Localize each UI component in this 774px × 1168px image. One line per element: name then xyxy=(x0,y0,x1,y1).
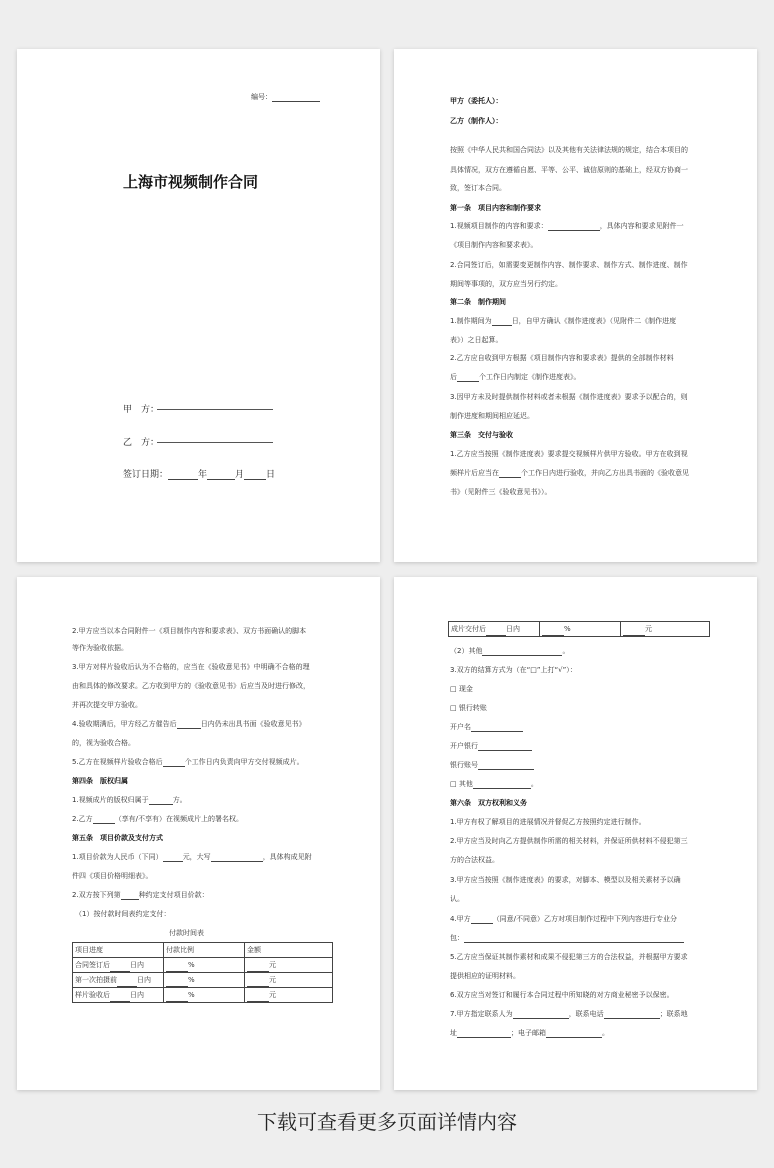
cash-checkbox[interactable]: □ 现金 xyxy=(450,685,473,693)
text: 开户银行 xyxy=(450,742,478,750)
article-1-item-1 xyxy=(450,222,684,231)
article-5-item-2-1: （1）按付款时间表约定支付： xyxy=(75,910,171,918)
blank xyxy=(457,373,479,382)
blank xyxy=(604,1010,660,1019)
sign-date-line xyxy=(123,467,275,480)
table-title: 付款时间表 xyxy=(169,929,204,937)
article-3-item-1: 1.乙方应当按照《制作进度表》要求提交视频样片供甲方验收。甲方在收到视 xyxy=(450,450,688,458)
clause-line xyxy=(72,720,306,729)
blank xyxy=(486,627,506,636)
blank xyxy=(177,720,201,729)
text: 1.制作期间为 xyxy=(450,317,492,325)
text: 频样片后应当在 xyxy=(450,469,499,477)
blank xyxy=(149,796,173,805)
article-6-item-4 xyxy=(450,915,677,924)
other-method xyxy=(450,780,538,789)
blank xyxy=(471,723,523,732)
table-header-row xyxy=(73,943,333,958)
article-3-item-1-cont xyxy=(450,469,689,478)
text: 后 xyxy=(450,373,457,381)
blank xyxy=(548,222,600,231)
article-3-item-1-end: 书》（见附件三《验收意见书》）。 xyxy=(450,488,552,496)
article-5-title: 第五条 项目价款及支付方式 xyxy=(72,834,163,842)
party-a-line xyxy=(123,402,159,415)
text: 种约定支付项目价款： xyxy=(138,891,209,899)
clause-line: 的，视为验收合格。 xyxy=(72,739,135,747)
text: 元 xyxy=(269,991,276,999)
sign-date-label: 签订日期： xyxy=(123,470,169,480)
amount-cell xyxy=(245,988,333,1003)
text: ，具体内容和要求见附件一 xyxy=(599,222,684,230)
month-label: 月 xyxy=(235,470,245,480)
text: 元 xyxy=(269,976,276,984)
article-2-item-2: 2.乙方应自收到甲方根据《项目制作内容和要求表》提供的全部制作材料 xyxy=(450,354,674,362)
article-4-item-1 xyxy=(72,796,187,805)
blank xyxy=(492,317,512,326)
text: 1.视频项目制作的内容和要求： xyxy=(450,222,548,230)
party-b-label: 乙 方： xyxy=(123,438,160,448)
text: 元 xyxy=(645,625,652,633)
blank xyxy=(117,978,137,987)
article-3-title: 第三条 交付与验收 xyxy=(450,431,513,439)
blank xyxy=(247,993,269,1002)
blank xyxy=(471,915,493,924)
clause-line: 2.甲方应当以本合同附件一《项目制作内容和要求表》、双方书面确认的脚本 xyxy=(72,627,307,635)
article-6-title: 第六条 双方权利和义务 xyxy=(450,799,527,807)
text: 元 xyxy=(269,961,276,969)
text: 银行账号 xyxy=(450,761,478,769)
contract-page-4 xyxy=(394,577,757,1090)
text: 成片交付后 xyxy=(451,625,486,633)
text: 。 xyxy=(530,780,538,788)
text: 个工作日内制定《制作进度表》。 xyxy=(479,373,581,381)
article-6-item-7 xyxy=(450,1010,688,1019)
number-label: 编号： xyxy=(251,93,272,101)
text: （享有/不享有）在视频成片上的署名权。 xyxy=(114,815,244,823)
blank xyxy=(542,627,564,636)
blank xyxy=(464,934,684,943)
text: % xyxy=(564,625,571,633)
article-6-item-5-cont: 提供相应的证明材料。 xyxy=(450,972,520,980)
percent-cell xyxy=(164,958,245,973)
text: 样片验收后 xyxy=(75,991,110,999)
clause-line: 等作为验收依据。 xyxy=(72,644,128,652)
blank xyxy=(247,963,269,972)
blank xyxy=(478,761,534,770)
text: 日内仍未出具书面《验收意见书》 xyxy=(200,720,306,728)
text: （同意/不同意）乙方对项目制作过程中下列内容进行专业分 xyxy=(492,915,678,923)
table-row xyxy=(73,973,333,988)
text: 2.乙方 xyxy=(72,815,93,823)
article-1-item-2: 2.合同签订后，如需要变更制作内容、制作要求、制作方式、制作进度、制作 xyxy=(450,261,688,269)
download-more-caption[interactable]: 下载可查看更多页面详情内容 xyxy=(257,1110,517,1134)
payment-schedule-table-cont xyxy=(448,621,710,637)
article-2-item-3: 3.因甲方未及时提供制作材料或者未根据《制作进度表》要求予以配合的，则 xyxy=(450,393,688,401)
text: 7.甲方指定联系人为 xyxy=(450,1010,513,1018)
column-header: 金额 xyxy=(245,943,333,958)
intro-line: 按照《中华人民共和国合同法》以及其他有关法律法规的规定，结合本项目的 xyxy=(450,146,688,154)
percent-cell xyxy=(540,622,621,637)
text: 日内 xyxy=(130,991,144,999)
day-label: 日 xyxy=(266,470,276,480)
bank-name xyxy=(450,742,532,751)
text: 。 xyxy=(602,1029,609,1037)
party-b-heading: 乙方（制作人）： xyxy=(450,117,503,125)
blank xyxy=(110,993,130,1002)
text: 日内 xyxy=(137,976,151,984)
other-payment xyxy=(450,647,569,656)
contract-page-3 xyxy=(17,577,380,1090)
clause-line: 3.甲方对样片验收后认为不合格的，应当在《验收意见书》中明确不合格的理 xyxy=(72,663,310,671)
party-b-blank xyxy=(157,442,273,443)
text: ，具体构成见附 xyxy=(262,853,312,861)
text: 元，大写 xyxy=(182,853,211,861)
text: 合同签订后 xyxy=(75,961,110,969)
article-6-item-2: 2.甲方应当及时向乙方提供制作所需的相关材料，并保证所供材料不侵犯第三 xyxy=(450,837,688,845)
text: 第一次拍摄前 xyxy=(75,976,117,984)
article-6-item-3: 3.甲方应当按照《制作进度表》的要求，对脚本、模型以及相关素材予以确 xyxy=(450,876,681,884)
article-5-item-2 xyxy=(72,891,209,900)
table-row xyxy=(73,958,333,973)
contract-number xyxy=(251,92,320,102)
party-a-heading: 甲方（委托人）： xyxy=(450,97,503,105)
text: 。 xyxy=(562,647,570,655)
contract-page-2 xyxy=(394,49,757,562)
amount-cell xyxy=(621,622,710,637)
blank xyxy=(110,963,130,972)
blank xyxy=(121,891,139,900)
contract-cover-page xyxy=(17,49,380,562)
number-blank xyxy=(272,93,320,102)
amount-cell xyxy=(245,973,333,988)
article-6-item-2-cont: 方的合法权益。 xyxy=(450,856,499,864)
text: （2）其他 xyxy=(450,647,483,655)
text: 日内 xyxy=(130,961,144,969)
text: ；联系地 xyxy=(659,1010,688,1018)
article-1-item-1-cont: 《项目制作内容和要求表》。 xyxy=(450,241,538,249)
blank xyxy=(513,1010,569,1019)
party-a-blank xyxy=(157,409,273,410)
blank xyxy=(247,978,269,987)
text: 2.双方按下列第 xyxy=(72,891,121,899)
settlement-method: 3.双方的结算方式为（在“□”上打“√”）： xyxy=(450,666,577,674)
text: % xyxy=(188,991,195,999)
text: 个工作日内进行验收，并向乙方出具书面的《验收意见 xyxy=(521,469,689,477)
article-6-item-7-cont xyxy=(450,1029,609,1038)
text: 1.视频成片的版权归属于 xyxy=(72,796,149,804)
bank-account xyxy=(450,761,534,770)
party-a-label: 甲 方： xyxy=(123,405,160,415)
text: 方。 xyxy=(172,796,187,804)
article-1-title: 第一条 项目内容和制作要求 xyxy=(450,204,541,212)
table-row xyxy=(449,622,710,637)
text: % xyxy=(188,976,195,984)
text: 1.项目价款为人民币（下同） xyxy=(72,853,163,861)
text: 4.甲方 xyxy=(450,915,471,923)
stage-cell xyxy=(449,622,540,637)
account-holder xyxy=(450,723,523,732)
blank xyxy=(166,978,188,987)
blank xyxy=(482,647,562,656)
payment-schedule-table xyxy=(72,942,333,1003)
article-2-item-2-cont xyxy=(450,373,581,382)
clause-line: 由和具体的修改要求。乙方收到甲方的《验收意见书》后应当及时进行修改， xyxy=(72,682,310,690)
intro-line: 致，签订本合同。 xyxy=(450,184,506,192)
column-header: 项目进度 xyxy=(73,943,164,958)
blank xyxy=(546,1029,602,1038)
intro-line: 具体情况，双方在遵循自愿、平等、公平、诚信原则的基础上，经双方协商一 xyxy=(450,166,688,174)
article-1-item-2-cont: 期间等事项的，双方应当另行约定。 xyxy=(450,280,562,288)
blank xyxy=(163,758,185,767)
blank xyxy=(211,853,263,862)
article-6-item-1: 1.甲方有权了解项目的进展情况并督促乙方按照约定进行制作。 xyxy=(450,818,646,826)
party-b-line xyxy=(123,435,159,448)
article-2-item-3-cont: 制作进度和期间相应延迟。 xyxy=(450,412,534,420)
month-blank xyxy=(207,471,235,480)
blank xyxy=(478,742,532,751)
blank xyxy=(166,963,188,972)
text: 包： xyxy=(450,934,464,942)
blank xyxy=(457,1029,511,1038)
article-6-item-4-cont xyxy=(450,934,684,943)
day-blank xyxy=(244,471,266,480)
year-label: 年 xyxy=(198,470,208,480)
text: 个工作日内负责向甲方交付视频成片。 xyxy=(184,758,304,766)
blank xyxy=(166,993,188,1002)
text: 开户名 xyxy=(450,723,471,731)
amount-cell xyxy=(245,958,333,973)
stage-cell xyxy=(73,958,164,973)
text: 日，自甲方确认《制作进度表》（见附件二《制作进度 xyxy=(511,317,677,325)
clause-line xyxy=(72,758,304,767)
text: ，联系电话 xyxy=(568,1010,604,1018)
article-2-item-1-cont: 表》）之日起算。 xyxy=(450,336,503,344)
article-6-item-6: 6.双方应当对签订和履行本合同过程中所知晓的对方商业秘密予以保密。 xyxy=(450,991,674,999)
text: □ 其他 xyxy=(450,780,473,788)
article-4-title: 第四条 版权归属 xyxy=(72,777,128,785)
blank xyxy=(473,780,531,789)
stage-cell xyxy=(73,973,164,988)
blank xyxy=(623,627,645,636)
text: 4.验收期满后，甲方经乙方催告后 xyxy=(72,720,177,728)
text: 址 xyxy=(450,1029,457,1037)
percent-cell xyxy=(164,973,245,988)
blank xyxy=(499,469,521,478)
year-blank xyxy=(168,471,198,480)
bank-transfer-checkbox[interactable]: □ 银行转账 xyxy=(450,704,487,712)
article-5-item-1 xyxy=(72,853,312,862)
article-4-item-2 xyxy=(72,815,243,824)
article-6-item-5: 5.乙方应当保证其制作素材和成果不侵犯第三方的合法权益，并根据甲方要求 xyxy=(450,953,688,961)
blank xyxy=(93,815,115,824)
text: ；电子邮箱 xyxy=(511,1029,546,1037)
text: 5.乙方在视频样片验收合格后 xyxy=(72,758,163,766)
column-header: 付款比例 xyxy=(164,943,245,958)
article-5-item-1-cont: 件四《项目价格明细表》。 xyxy=(72,872,153,880)
stage-cell xyxy=(73,988,164,1003)
table-row xyxy=(73,988,333,1003)
text: % xyxy=(188,961,195,969)
contract-title: 上海市视频制作合同 xyxy=(123,173,259,191)
article-6-item-3-cont: 认。 xyxy=(450,895,464,903)
article-2-item-1 xyxy=(450,317,676,326)
blank xyxy=(163,853,183,862)
clause-line: 并再次提交甲方验收。 xyxy=(72,701,142,709)
article-2-title: 第二条 制作期间 xyxy=(450,298,506,306)
text: 日内 xyxy=(506,625,520,633)
percent-cell xyxy=(164,988,245,1003)
